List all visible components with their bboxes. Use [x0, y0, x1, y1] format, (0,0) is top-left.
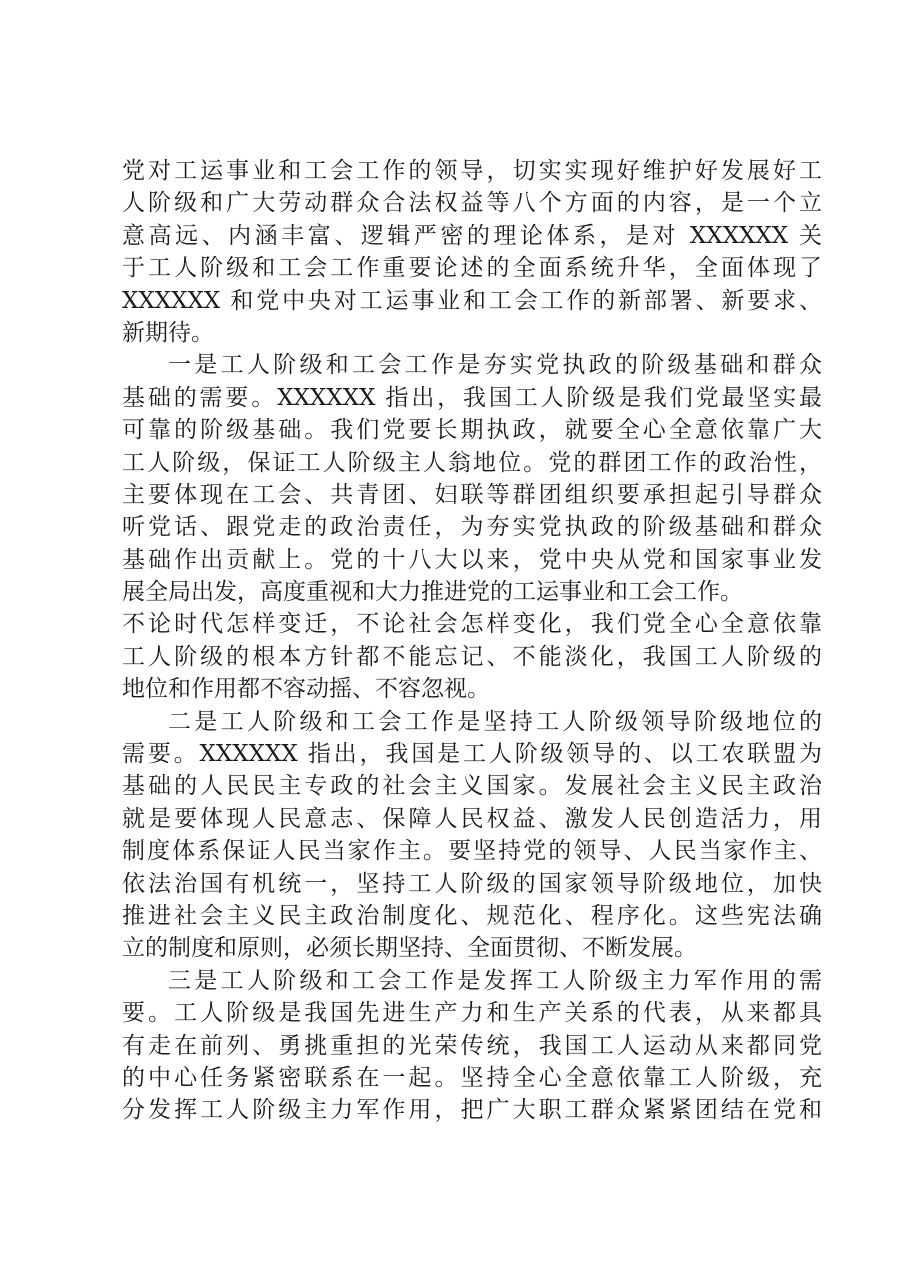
text-line: 有走在前列、勇挑重担的光荣传统，我国工人运动从来都同党 — [122, 1032, 822, 1059]
text-line: 工人阶级的根本方针都不能忘记、不能淡化，我国工人阶级的 — [122, 643, 822, 670]
text-line: 不论时代怎样变迁，不论社会怎样变化，我们党全心全意依靠 — [122, 611, 822, 638]
text-line: 主要体现在工会、共青团、妇联等群团组织要承担起引导群众 — [122, 481, 822, 508]
text-line: 意高远、内涵丰富、逻辑严密的理论体系，是对 XXXXXX 关 — [122, 222, 822, 249]
text-line: 制度体系保证人民当家作主。要坚持党的领导、人民当家作主、 — [122, 838, 822, 865]
text-line: 分发挥工人阶级主力军作用，把广大职工群众紧紧团结在党和 — [122, 1097, 822, 1124]
text-line: 听党话、跟党走的政治责任，为夯实党执政的阶级基础和群众 — [122, 514, 822, 541]
text-line: 展全局出发，高度重视和大力推进党的工运事业和工会工作。 — [122, 579, 743, 606]
text-line: 基础的人民民主专政的社会主义国家。发展社会主义民主政治 — [122, 773, 822, 800]
text-line: 人阶级和广大劳动群众合法权益等八个方面的内容，是一个立 — [122, 190, 822, 217]
body-text — [122, 155, 822, 1127]
text-line: 依法治国有机统一，坚持工人阶级的国家领导阶级地位，加快 — [122, 870, 822, 897]
text-line: 需要。XXXXXX 指出，我国是工人阶级领导的、以工农联盟为 — [122, 741, 822, 768]
text-line: 于工人阶级和工会工作重要论述的全面系统升华，全面体现了 — [122, 255, 822, 282]
paragraph-3-first-line: 三是工人阶级和工会工作是发挥工人阶级主力军作用的需 — [168, 967, 822, 994]
text-line: 推进社会主义民主政治制度化、规范化、程序化。这些宪法确 — [122, 902, 822, 929]
text-line: 地位和作用都不容动摇、不容忽视。 — [122, 676, 490, 703]
text-line: XXXXXX 和党中央对工运事业和工会工作的新部署、新要求、 — [122, 287, 822, 314]
text-line: 可靠的阶级基础。我们党要长期执政，就要全心全意依靠广大 — [122, 417, 822, 444]
text-line: 立的制度和原则，必须长期坚持、全面贯彻、不断发展。 — [122, 935, 697, 962]
text-line: 就是要体现人民意志、保障人民权益、激发人民创造活力，用 — [122, 805, 822, 832]
paragraph-1-first-line: 一是工人阶级和工会工作是夯实党执政的阶级基础和群众 — [168, 352, 822, 379]
paragraph-2-first-line: 二是工人阶级和工会工作是坚持工人阶级领导阶级地位的 — [168, 708, 822, 735]
text-line: 党对工运事业和工会工作的领导，切实实现好维护好发展好工 — [122, 158, 822, 184]
text-line: 基础作出贡献上。党的十八大以来，党中央从党和国家事业发 — [122, 546, 822, 573]
text-line: 的中心任务紧密联系在一起。坚持全心全意依靠工人阶级，充 — [122, 1064, 822, 1091]
text-line: 要。工人阶级是我国先进生产力和生产关系的代表，从来都具 — [122, 1000, 822, 1027]
text-line: 工人阶级，保证工人阶级主人翁地位。党的群团工作的政治性， — [122, 449, 822, 476]
text-line: 新期待。 — [122, 319, 214, 346]
text-line: 基础的需要。XXXXXX 指出，我国工人阶级是我们党最坚实最 — [122, 384, 822, 411]
